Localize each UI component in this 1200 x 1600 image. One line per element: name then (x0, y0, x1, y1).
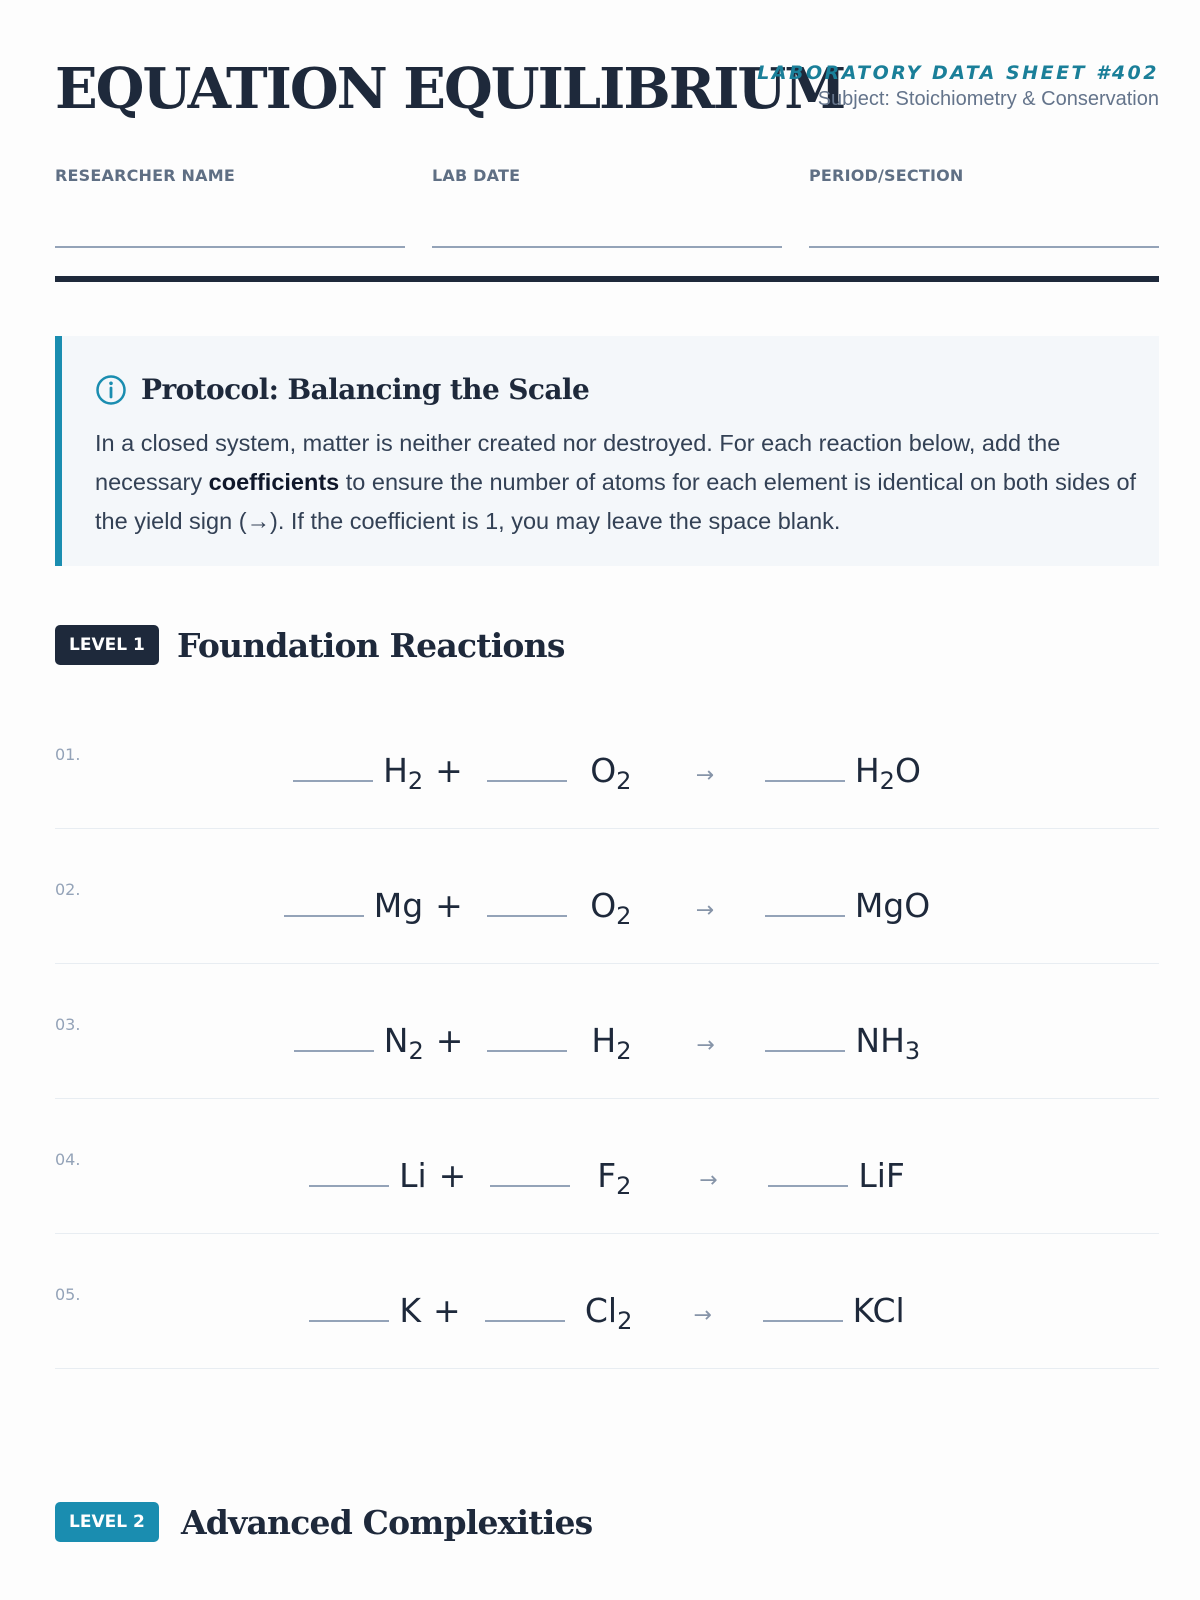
formula-base: H (854, 751, 880, 790)
formula-subscript: 2 (617, 1307, 633, 1335)
chemical-formula (577, 1019, 645, 1063)
formula-subscript: 3 (904, 1037, 921, 1065)
protocol-keyword: coefficients (208, 469, 340, 495)
period-section-field[interactable] (809, 166, 1159, 248)
coefficient-blank-reactant-1[interactable] (293, 780, 373, 782)
chemical-formula (855, 884, 930, 928)
formula-base: H (591, 1021, 617, 1060)
level1-header (55, 623, 655, 669)
plus-sign: + (435, 886, 463, 925)
equation-number: 05. (55, 1285, 81, 1304)
formula-base: O (590, 886, 617, 925)
researcher-name-field[interactable] (55, 166, 405, 248)
plus-sign: + (438, 1156, 467, 1195)
formula-base: KCl (852, 1291, 905, 1330)
header-fields (55, 166, 1159, 248)
lab-date-field[interactable] (432, 166, 782, 248)
coefficient-blank-reactant-2[interactable] (485, 1320, 565, 1322)
coefficient-blank-product[interactable] (765, 1050, 845, 1052)
equation (55, 884, 1159, 933)
sheet-info (757, 60, 1159, 112)
formula-base: N (383, 1021, 409, 1060)
lab-date-line[interactable] (432, 246, 782, 248)
sheet-subject: Subject: Stoichiometry & Conservation (817, 88, 1159, 110)
formula-base: Li (399, 1156, 427, 1195)
level1-badge: LEVEL 1 (55, 625, 159, 665)
formula-base: K (399, 1291, 421, 1330)
equation (55, 1019, 1159, 1068)
protocol-title: Protocol: Balancing the Scale (141, 373, 590, 406)
formula-base: O (590, 751, 617, 790)
protocol-instructions (95, 424, 1140, 541)
formula-subscript: 2 (616, 902, 632, 930)
formula-tail: O (894, 751, 921, 790)
equation-row (55, 965, 1159, 1099)
chemical-formula (577, 884, 645, 928)
chemical-formula (855, 1019, 920, 1063)
equation (55, 1289, 1159, 1338)
yield-arrow-icon: → (696, 1033, 715, 1058)
equation-number: 02. (55, 880, 81, 899)
level2-badge: LEVEL 2 (55, 1502, 159, 1542)
formula-base: F (597, 1156, 617, 1195)
chemical-formula (384, 1019, 424, 1063)
formula-base: MgO (854, 886, 931, 925)
formula-subscript: 2 (407, 767, 424, 795)
header-divider (55, 276, 1159, 282)
chemical-formula (577, 749, 645, 793)
formula-subscript: 2 (616, 1037, 632, 1065)
yield-arrow-icon: → (693, 1303, 712, 1328)
equation (55, 1154, 1159, 1203)
equation-number: 04. (55, 1150, 81, 1169)
coefficient-blank-product[interactable] (765, 915, 845, 917)
coefficient-blank-reactant-2[interactable] (487, 1050, 567, 1052)
yield-arrow-icon: → (699, 1168, 718, 1193)
protocol-box (55, 336, 1159, 566)
level1-title: Foundation Reactions (177, 626, 565, 665)
chemical-formula (575, 1289, 643, 1333)
protocol-text-part-2: to ensure the number of atoms for each element is identical on both sides of the yield sign (→). If the coefficient is 1, you may leave the space blank. (95, 469, 1137, 534)
coefficient-blank-reactant-2[interactable] (490, 1185, 570, 1187)
formula-subscript: 2 (616, 767, 632, 795)
plus-sign: + (432, 1291, 461, 1330)
formula-subscript: 2 (879, 767, 895, 795)
period-section-line[interactable] (809, 246, 1159, 248)
worksheet-page (55, 0, 1159, 1600)
chemical-formula (853, 1289, 905, 1333)
formula-base: LiF (858, 1156, 905, 1195)
formula-base: H (383, 751, 408, 790)
plus-sign: + (435, 1021, 464, 1060)
period-section-label: PERIOD/SECTION (809, 166, 964, 185)
equation-row (55, 1235, 1159, 1369)
coefficient-blank-product[interactable] (765, 780, 845, 782)
formula-subscript: 2 (616, 1172, 632, 1200)
plus-sign: + (435, 751, 463, 790)
coefficient-blank-reactant-1[interactable] (284, 915, 364, 917)
chemical-formula (374, 884, 423, 928)
chemical-formula (399, 1289, 421, 1333)
formula-base: NH (855, 1021, 905, 1060)
yield-arrow-icon: → (695, 763, 715, 788)
chemical-formula (580, 1154, 648, 1198)
chemical-formula (855, 749, 921, 793)
level2-header (55, 1500, 755, 1546)
yield-arrow-icon: → (695, 898, 715, 923)
equation-number: 01. (55, 745, 81, 764)
protocol-text-part-1: In a closed system, matter is neither created nor destroyed. For each reaction below, add the necessary (95, 430, 1061, 495)
researcher-name-label: RESEARCHER NAME (55, 166, 235, 185)
coefficient-blank-product[interactable] (768, 1185, 848, 1187)
formula-base: Mg (373, 886, 424, 925)
lab-date-label: LAB DATE (432, 166, 521, 185)
equation-row (55, 695, 1159, 829)
equation-row (55, 1100, 1159, 1234)
level2-title: Advanced Complexities (181, 1503, 593, 1542)
info-icon (95, 374, 127, 406)
coefficient-blank-reactant-1[interactable] (294, 1050, 374, 1052)
researcher-name-line[interactable] (55, 246, 405, 248)
equation-row (55, 830, 1159, 964)
formula-base: Cl (584, 1291, 618, 1330)
coefficient-blank-reactant-2[interactable] (487, 915, 567, 917)
chemical-formula (399, 1154, 427, 1198)
formula-subscript: 2 (408, 1037, 424, 1065)
page-title: EQUATION EQUILIBRIUM (55, 56, 845, 122)
coefficient-blank-reactant-2[interactable] (487, 780, 567, 782)
chemical-formula (383, 749, 423, 793)
equation-number: 03. (55, 1015, 81, 1034)
coefficient-blank-reactant-1[interactable] (309, 1320, 389, 1322)
chemical-formula (858, 1154, 905, 1198)
sheet-id: LABORATORY DATA SHEET #402 (757, 62, 1159, 84)
coefficient-blank-reactant-1[interactable] (309, 1185, 389, 1187)
equation (55, 749, 1159, 798)
coefficient-blank-product[interactable] (763, 1320, 843, 1322)
